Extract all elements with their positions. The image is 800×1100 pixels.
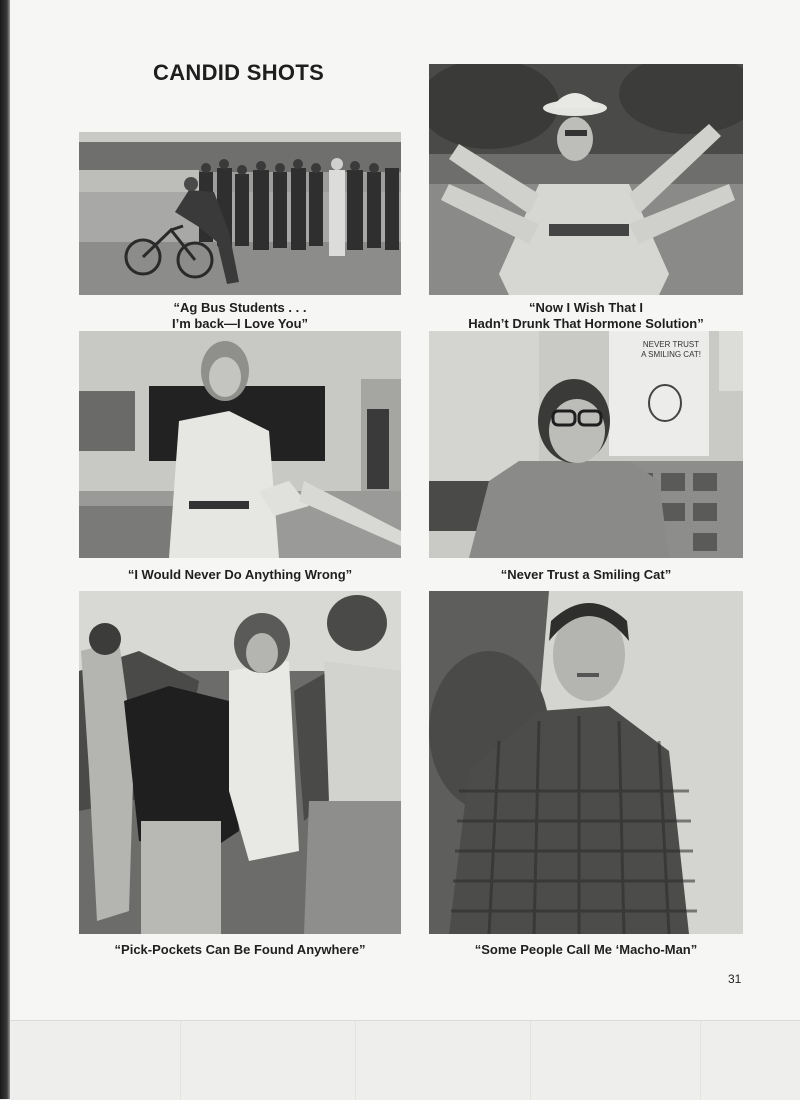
poster-line-1: NEVER TRUST xyxy=(642,340,700,349)
photo-macho-man xyxy=(429,591,743,934)
caption-macho-man: “Some People Call Me ‘Macho-Man” xyxy=(474,942,698,957)
photo-bus-students xyxy=(79,132,401,295)
photo-smiling-cat xyxy=(429,331,743,558)
scan-bottom-strip xyxy=(10,1020,800,1100)
page-binding-edge xyxy=(0,0,10,1099)
photo-hormone-solution xyxy=(429,64,743,295)
caption-hormone-solution: “Now I Wish That I Hadn’t Drunk That Hormone Solution” xyxy=(468,300,704,331)
page-heading: CANDID SHOTS xyxy=(153,60,325,85)
caption-smiling-cat: “Never Trust a Smiling Cat” xyxy=(500,567,672,582)
photo-never-wrong xyxy=(79,331,401,558)
photo-pick-pockets xyxy=(79,591,401,934)
page-number: 31 xyxy=(728,972,742,986)
caption-never-wrong: “I Would Never Do Anything Wrong” xyxy=(127,567,353,582)
caption-bus-students: “Ag Bus Students . . . I’m back—I Love You” xyxy=(171,300,309,331)
poster-line-2: A SMILING CAT! xyxy=(641,350,701,359)
caption-pick-pockets: “Pick-Pockets Can Be Found Anywhere” xyxy=(114,942,366,957)
